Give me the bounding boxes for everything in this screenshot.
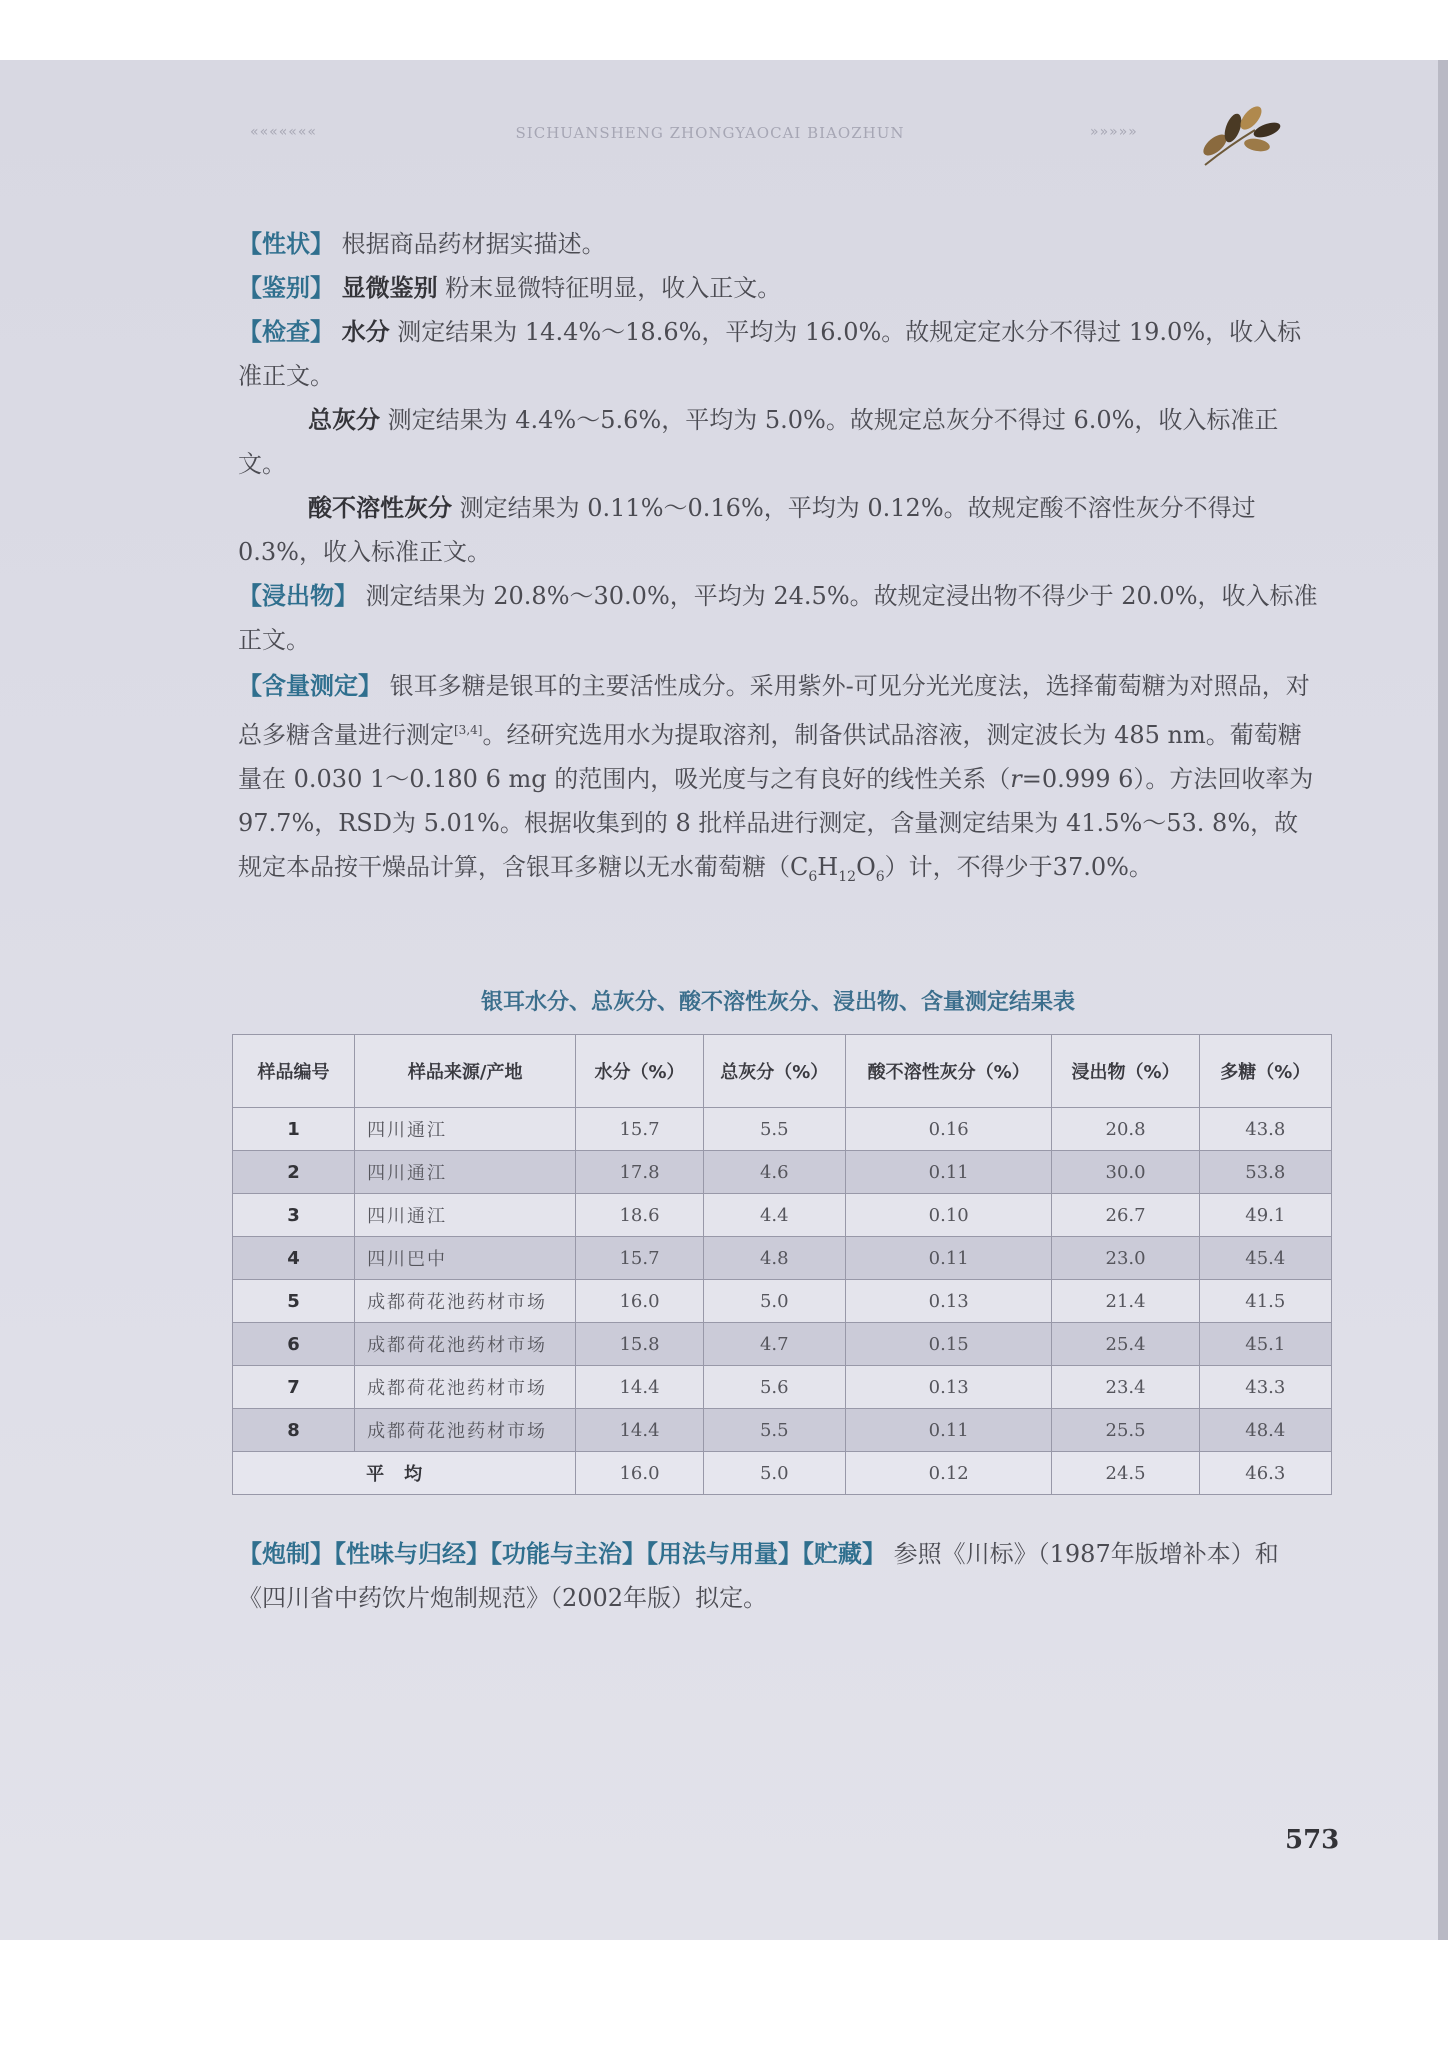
cell-moisture: 16.0 bbox=[576, 1280, 703, 1323]
cell-moisture: 14.4 bbox=[576, 1366, 703, 1409]
cell-polysaccharide: 45.4 bbox=[1199, 1237, 1331, 1280]
cell-sample-no: 4 bbox=[233, 1237, 355, 1280]
avg-polysaccharide: 46.3 bbox=[1199, 1452, 1331, 1495]
average-label: 平均 bbox=[233, 1452, 576, 1495]
table-header-row bbox=[233, 1035, 1332, 1108]
cell-acid-ash: 0.13 bbox=[845, 1280, 1052, 1323]
property-tag: 【性状】 bbox=[238, 230, 334, 258]
table-row bbox=[233, 1409, 1332, 1452]
processing-paragraph bbox=[238, 1532, 1318, 1620]
acid-insoluble-ash-text: 测定结果为 0.11%～0.16%，平均为 0.12%。故规定酸不溶性灰分不得过 0.3%，收入标准正文。 bbox=[238, 494, 1256, 566]
cell-moisture: 15.7 bbox=[576, 1108, 703, 1151]
cell-total-ash: 5.5 bbox=[703, 1409, 845, 1452]
cell-extract: 26.7 bbox=[1052, 1194, 1199, 1237]
formula-sub-h: 12 bbox=[838, 868, 857, 885]
acid-insoluble-ash-paragraph bbox=[238, 486, 1318, 574]
page-number: 573 bbox=[1285, 1825, 1340, 1855]
cell-total-ash: 4.8 bbox=[703, 1237, 845, 1280]
table-caption: 银耳水分、总灰分、酸不溶性灰分、浸出物、含量测定结果表 bbox=[480, 990, 1075, 1015]
cell-acid-ash: 0.13 bbox=[845, 1366, 1052, 1409]
processing-text: 参照《川标》（1987年版增补本）和《四川省中药饮片炮制规范》（2002年版）拟定。 bbox=[238, 1540, 1279, 1612]
table-row bbox=[233, 1280, 1332, 1323]
cell-moisture: 15.8 bbox=[576, 1323, 703, 1366]
extract-tag: 【浸出物】 bbox=[238, 582, 358, 610]
avg-total-ash: 5.0 bbox=[703, 1452, 845, 1495]
cell-polysaccharide: 43.3 bbox=[1199, 1366, 1331, 1409]
inspection-tag: 【检查】 bbox=[238, 318, 334, 346]
header-total-ash: 总灰分（%） bbox=[703, 1035, 845, 1108]
cell-polysaccharide: 45.1 bbox=[1199, 1323, 1331, 1366]
header-moisture: 水分（%） bbox=[576, 1035, 703, 1108]
cell-extract: 25.4 bbox=[1052, 1323, 1199, 1366]
cell-polysaccharide: 48.4 bbox=[1199, 1409, 1331, 1452]
extract-paragraph bbox=[238, 574, 1318, 662]
moisture-text: 测定结果为 14.4%～18.6%，平均为 16.0%。故规定定水分不得过 19.0%，收入标准正文。 bbox=[238, 318, 1302, 390]
table-row bbox=[233, 1366, 1332, 1409]
table-row bbox=[233, 1323, 1332, 1366]
identification-tag: 【鉴别】 bbox=[238, 274, 334, 302]
cell-source: 成都荷花池药材市场 bbox=[355, 1366, 576, 1409]
property-paragraph bbox=[238, 222, 1318, 266]
cell-sample-no: 1 bbox=[233, 1108, 355, 1151]
table-row bbox=[233, 1151, 1332, 1194]
assay-paragraph bbox=[238, 664, 1318, 899]
cell-acid-ash: 0.16 bbox=[845, 1108, 1052, 1151]
cell-total-ash: 4.7 bbox=[703, 1323, 845, 1366]
cell-sample-no: 2 bbox=[233, 1151, 355, 1194]
results-table bbox=[232, 1034, 1332, 1495]
assay-text-c: =0.999 6）。方法回收率为 97.7%，RSD为 5.01%。根据收集到的 8 批样品进行测定，含量测定结果为 41.5%～53. 8%，故规定本品按干燥品计算，含银耳多糖以无水葡萄糖（C bbox=[238, 765, 1314, 881]
extract-text: 测定结果为 20.8%～30.0%，平均为 24.5%。故规定浸出物不得少于 20.0%，收入标准正文。 bbox=[238, 582, 1318, 654]
header-polysaccharide: 多糖（%） bbox=[1199, 1035, 1331, 1108]
assay-text-d: ）计，不得少于37.0%。 bbox=[884, 853, 1153, 881]
header-acid-ash: 酸不溶性灰分（%） bbox=[845, 1035, 1052, 1108]
cell-source: 四川通江 bbox=[355, 1194, 576, 1237]
identification-paragraph bbox=[238, 266, 1318, 310]
header-decoration-left: ««««««« bbox=[250, 124, 317, 140]
page-edge bbox=[1438, 60, 1448, 1940]
cell-polysaccharide: 41.5 bbox=[1199, 1280, 1331, 1323]
assay-reference: [3,4] bbox=[454, 723, 483, 737]
table-row bbox=[233, 1108, 1332, 1151]
formula-sub-c: 6 bbox=[808, 868, 818, 885]
cell-total-ash: 5.6 bbox=[703, 1366, 845, 1409]
moisture-label: 水分 bbox=[341, 318, 390, 346]
cell-acid-ash: 0.10 bbox=[845, 1194, 1052, 1237]
cell-extract: 21.4 bbox=[1052, 1280, 1199, 1323]
table-row bbox=[233, 1194, 1332, 1237]
identification-text: 粉末显微特征明显，收入正文。 bbox=[445, 274, 782, 302]
cell-moisture: 18.6 bbox=[576, 1194, 703, 1237]
cell-acid-ash: 0.15 bbox=[845, 1323, 1052, 1366]
property-text: 根据商品药材据实描述。 bbox=[341, 230, 606, 258]
running-header: SICHUANSHENG ZHONGYAOCAI BIAOZHUN bbox=[515, 124, 905, 142]
microscopic-label: 显微鉴别 bbox=[341, 274, 438, 302]
formula-sub-o: 6 bbox=[875, 868, 885, 885]
average-row bbox=[233, 1452, 1332, 1495]
leaf-logo-icon bbox=[1185, 90, 1295, 180]
cell-sample-no: 5 bbox=[233, 1280, 355, 1323]
cell-extract: 30.0 bbox=[1052, 1151, 1199, 1194]
cell-moisture: 15.7 bbox=[576, 1237, 703, 1280]
avg-acid-ash: 0.12 bbox=[845, 1452, 1052, 1495]
assay-r-symbol: r bbox=[1010, 765, 1022, 793]
cell-extract: 25.5 bbox=[1052, 1409, 1199, 1452]
processing-tags: 【炮制】【性味与归经】【功能与主治】【用法与用量】【贮藏】 bbox=[238, 1540, 886, 1568]
cell-moisture: 14.4 bbox=[576, 1409, 703, 1452]
cell-sample-no: 7 bbox=[233, 1366, 355, 1409]
cell-source: 四川通江 bbox=[355, 1108, 576, 1151]
assay-tag: 【含量测定】 bbox=[238, 672, 382, 700]
total-ash-label: 总灰分 bbox=[308, 406, 380, 434]
avg-moisture: 16.0 bbox=[576, 1452, 703, 1495]
assay-text-b: 。经研究选用水为提取溶剂，制备供试品溶液，测定波长为 485 nm。葡萄糖量在 0.030 1～0.180 6 mg 的范围内，吸光度与之有良好的线性关系（ bbox=[238, 721, 1302, 793]
cell-acid-ash: 0.11 bbox=[845, 1151, 1052, 1194]
cell-source: 四川巴中 bbox=[355, 1237, 576, 1280]
avg-extract: 24.5 bbox=[1052, 1452, 1199, 1495]
acid-insoluble-ash-label: 酸不溶性灰分 bbox=[308, 494, 452, 522]
cell-source: 成都荷花池药材市场 bbox=[355, 1409, 576, 1452]
formula-o: O bbox=[856, 853, 876, 881]
table-row bbox=[233, 1237, 1332, 1280]
total-ash-paragraph bbox=[238, 398, 1318, 486]
cell-source: 成都荷花池药材市场 bbox=[355, 1323, 576, 1366]
cell-sample-no: 3 bbox=[233, 1194, 355, 1237]
cell-source: 四川通江 bbox=[355, 1151, 576, 1194]
header-extract: 浸出物（%） bbox=[1052, 1035, 1199, 1108]
cell-extract: 23.4 bbox=[1052, 1366, 1199, 1409]
cell-polysaccharide: 49.1 bbox=[1199, 1194, 1331, 1237]
cell-total-ash: 4.4 bbox=[703, 1194, 845, 1237]
cell-total-ash: 4.6 bbox=[703, 1151, 845, 1194]
assay-text-a: 银耳多糖是银耳的主要活性成分。采用紫外-可见分光光度法，选择葡萄糖为对照品，对总多糖含量进行测定 bbox=[238, 672, 1310, 749]
moisture-paragraph bbox=[238, 310, 1318, 398]
cell-acid-ash: 0.11 bbox=[845, 1237, 1052, 1280]
cell-source: 成都荷花池药材市场 bbox=[355, 1280, 576, 1323]
cell-polysaccharide: 53.8 bbox=[1199, 1151, 1331, 1194]
header-decoration-right: »»»»» bbox=[1090, 124, 1138, 140]
cell-extract: 23.0 bbox=[1052, 1237, 1199, 1280]
header-sample-no: 样品编号 bbox=[233, 1035, 355, 1108]
cell-polysaccharide: 43.8 bbox=[1199, 1108, 1331, 1151]
cell-acid-ash: 0.11 bbox=[845, 1409, 1052, 1452]
cell-moisture: 17.8 bbox=[576, 1151, 703, 1194]
cell-sample-no: 6 bbox=[233, 1323, 355, 1366]
cell-extract: 20.8 bbox=[1052, 1108, 1199, 1151]
cell-total-ash: 5.5 bbox=[703, 1108, 845, 1151]
header-source: 样品来源/产地 bbox=[355, 1035, 576, 1108]
cell-total-ash: 5.0 bbox=[703, 1280, 845, 1323]
formula-h: H bbox=[817, 853, 839, 881]
cell-sample-no: 8 bbox=[233, 1409, 355, 1452]
total-ash-text: 测定结果为 4.4%～5.6%，平均为 5.0%。故规定总灰分不得过 6.0%，收入标准正文。 bbox=[238, 406, 1279, 478]
